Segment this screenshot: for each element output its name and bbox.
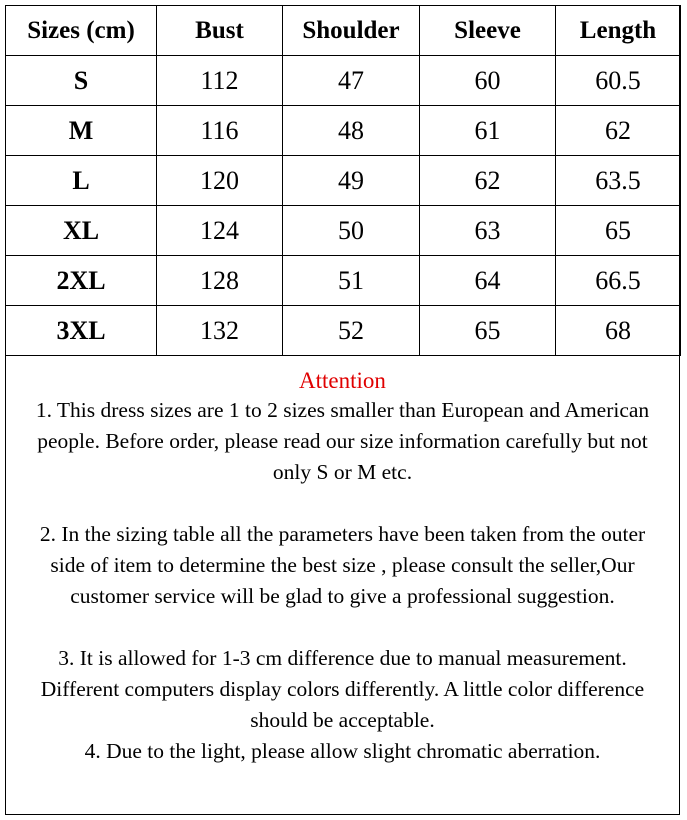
size-label: S (6, 56, 157, 106)
length-cell: 60.5 (556, 56, 681, 106)
size-label: 3XL (6, 306, 157, 356)
shoulder-cell: 50 (283, 206, 420, 256)
length-cell: 62 (556, 106, 681, 156)
size-label: XL (6, 206, 157, 256)
sleeve-cell: 65 (420, 306, 556, 356)
header-length: Length (556, 6, 681, 56)
size-table (5, 5, 681, 356)
size-label: 2XL (6, 256, 157, 306)
table-row (6, 56, 681, 106)
sleeve-cell: 60 (420, 56, 556, 106)
table-row (6, 306, 681, 356)
size-label: M (6, 106, 157, 156)
header-shoulder: Shoulder (283, 6, 420, 56)
sleeve-cell: 63 (420, 206, 556, 256)
note-item-2: 2. In the sizing table all the parameters have been taken from the outer side of item to determine the best size , please consult the seller,Our customer service will be glad to give a professional suggestion. (39, 522, 646, 608)
length-cell: 65 (556, 206, 681, 256)
bust-cell: 128 (157, 256, 283, 306)
shoulder-cell: 52 (283, 306, 420, 356)
shoulder-cell: 49 (283, 156, 420, 206)
note-spacer (5, 488, 680, 519)
sleeve-cell: 61 (420, 106, 556, 156)
table-row (6, 156, 681, 206)
note-item-1: 1. This dress sizes are 1 to 2 sizes smaller than European and American people. Before order, please read our size information carefully but not only S or M etc. (35, 398, 650, 484)
table-row (6, 256, 681, 306)
attention-notes (5, 361, 680, 767)
bust-cell: 120 (157, 156, 283, 206)
table-header-row (6, 6, 681, 56)
bust-cell: 112 (157, 56, 283, 106)
header-bust: Bust (157, 6, 283, 56)
shoulder-cell: 48 (283, 106, 420, 156)
sleeve-cell: 62 (420, 156, 556, 206)
bust-cell: 124 (157, 206, 283, 256)
table-row (6, 206, 681, 256)
header-sleeve: Sleeve (420, 6, 556, 56)
bust-cell: 132 (157, 306, 283, 356)
length-cell: 66.5 (556, 256, 681, 306)
note-item-4: 4. Due to the light, please allow slight chromatic aberration. (84, 739, 601, 763)
length-cell: 68 (556, 306, 681, 356)
header-sizes: Sizes (cm) (6, 6, 157, 56)
note-item-3: 3. It is allowed for 1-3 cm difference due to manual measurement. Different computers display colors differently. A little color difference should be acceptable. (40, 646, 645, 732)
length-cell: 63.5 (556, 156, 681, 206)
note-spacer (5, 612, 680, 643)
table-row (6, 106, 681, 156)
sleeve-cell: 64 (420, 256, 556, 306)
size-label: L (6, 156, 157, 206)
shoulder-cell: 47 (283, 56, 420, 106)
shoulder-cell: 51 (283, 256, 420, 306)
attention-title: Attention (299, 368, 386, 393)
bust-cell: 116 (157, 106, 283, 156)
